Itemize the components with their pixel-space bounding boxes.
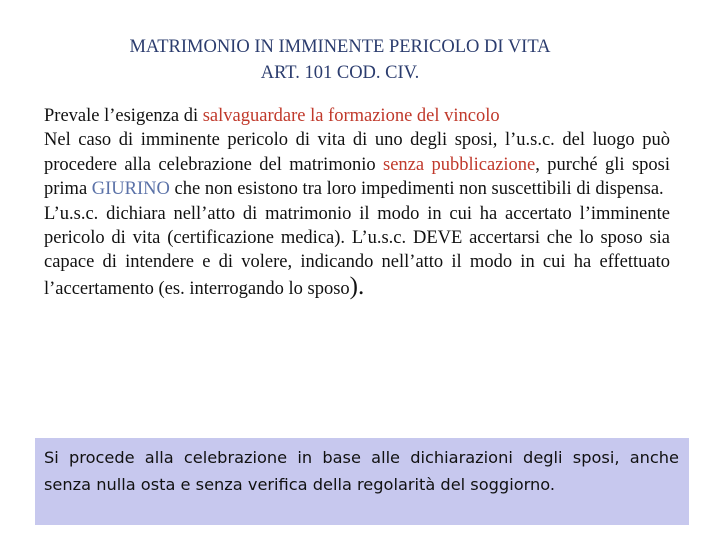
conditions-text-c: che non esistono tra loro impedimenti non suscettibili di dispensa. <box>169 179 664 200</box>
declaration-end: ). <box>349 272 365 300</box>
title-line-2: ART. 101 COD. CIV. <box>260 63 420 83</box>
principle-highlight: salvaguardare la formazione del vincolo <box>202 106 500 126</box>
slide-title <box>0 34 680 86</box>
body-text <box>44 104 670 301</box>
paragraph-declaration <box>44 202 670 302</box>
conditions-text-b: , purché gli sposi prima <box>44 154 670 200</box>
paragraph-conditions <box>44 128 670 201</box>
paragraph-principle <box>44 104 670 128</box>
principle-text: Prevale l’esigenza di <box>44 106 203 126</box>
conditions-highlight-publication: senza pubblicazione <box>383 154 536 175</box>
note-box <box>35 438 689 525</box>
conditions-text-a: Nel caso di imminente pericolo di vita di uno degli sposi, l’u.s.c. del luogo può procedere alla celebrazione del matrimonio <box>44 130 670 175</box>
conditions-highlight-oath: GIURINO <box>91 179 170 200</box>
note-text: Si procede alla celebrazione in base alle dichiarazioni degli sposi, anche senza nulla osta e senza verifica della regolarità del soggiorno. <box>44 448 679 494</box>
declaration-text: L’u.s.c. dichiara nell’atto di matrimonio il modo in cui ha accertato l’imminente pericolo di vita (certificazione medica). L’u.s.c. DEVE accertarsi che lo sposo sia capace di intendere e di volere, indicando nell’atto il modo in cui ha effettuato l’accertamento (es. interrogando lo sposo <box>44 203 670 299</box>
title-line-1: MATRIMONIO IN IMMINENTE PERICOLO DI VITA <box>129 37 551 57</box>
